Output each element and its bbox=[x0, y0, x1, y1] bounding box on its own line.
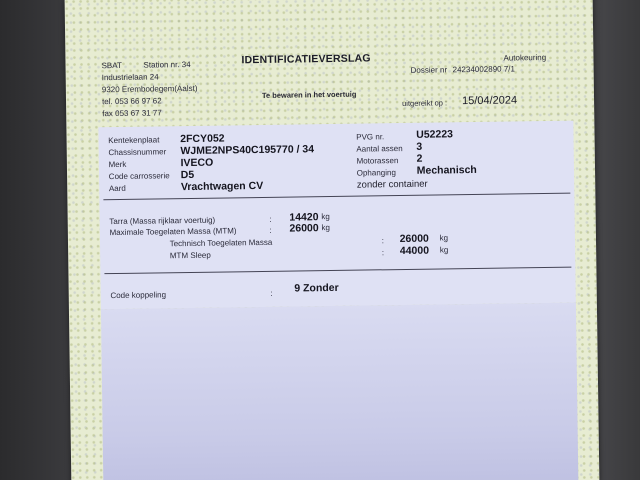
sleep-unit: kg bbox=[439, 245, 449, 255]
org-name: SBAT bbox=[101, 60, 122, 71]
dossier-label: Dossier nr bbox=[410, 65, 448, 75]
motorassen-value: 2 bbox=[416, 152, 423, 165]
fax-number: fax 053 67 31 77 bbox=[102, 108, 162, 119]
pvg-label: PVG nr. bbox=[356, 132, 385, 142]
section-divider-2 bbox=[104, 267, 571, 275]
mtm-colon: : bbox=[269, 225, 272, 235]
mtm-unit: kg bbox=[321, 223, 330, 233]
issued-label: uitgereikt op : bbox=[402, 98, 448, 109]
ttm-colon: : bbox=[381, 236, 384, 246]
ttm-unit: kg bbox=[439, 233, 449, 243]
data-panel bbox=[98, 121, 576, 310]
ophanging-value: Mechanisch bbox=[416, 163, 477, 177]
assen-label: Aantal assen bbox=[356, 144, 403, 154]
carrosserie-value: D5 bbox=[180, 168, 195, 182]
merk-label: Merk bbox=[108, 159, 127, 170]
tarra-value: 14420 bbox=[289, 211, 319, 224]
blank-panel bbox=[101, 303, 579, 480]
service-type: Autokeuring bbox=[503, 52, 547, 63]
address-city: 9320 Erembodegem(Aalst) bbox=[101, 83, 198, 95]
koppeling-colon: : bbox=[270, 288, 273, 298]
ttm-label: Technisch Toegelaten Massa bbox=[169, 237, 273, 249]
aard-label: Aard bbox=[108, 183, 126, 194]
mtm-label: Maximale Toegelaten Massa (MTM) bbox=[109, 226, 237, 238]
ttm-value: 26000 bbox=[399, 232, 429, 246]
background-left bbox=[0, 0, 75, 480]
koppeling-value: 9 Zonder bbox=[294, 281, 339, 295]
koppeling-label: Code koppeling bbox=[110, 290, 167, 301]
identification-document bbox=[65, 0, 600, 480]
sleep-value: 44000 bbox=[399, 244, 430, 258]
section-divider bbox=[103, 193, 570, 201]
kenteken-value: 2FCY052 bbox=[180, 132, 225, 146]
tarra-unit: kg bbox=[321, 212, 330, 222]
aard-value: Vrachtwagen CV bbox=[180, 179, 264, 194]
chassis-label: Chassisnummer bbox=[108, 147, 167, 158]
chassis-value: WJME2NPS40C195770 / 34 bbox=[180, 143, 315, 158]
address-street: Industrielaan 24 bbox=[101, 72, 159, 83]
container-value: zonder container bbox=[356, 178, 428, 191]
dossier-number: 24234002890 7/1 bbox=[452, 64, 515, 75]
carrosserie-label: Code carrosserie bbox=[108, 171, 170, 182]
station-number: Station nr. 34 bbox=[143, 59, 191, 70]
tarra-label: Tarra (Massa rijklaar voertuig) bbox=[109, 215, 216, 227]
document-title: IDENTIFICATIEVERSLAG bbox=[241, 52, 371, 67]
kenteken-label: Kentekenplaat bbox=[108, 135, 160, 146]
ophanging-label: Ophanging bbox=[356, 168, 396, 178]
merk-value: IVECO bbox=[180, 156, 214, 170]
phone-number: tel. 053 66 97 62 bbox=[101, 96, 162, 107]
pvg-value: U52223 bbox=[416, 128, 454, 141]
document-subtitle: Te bewaren in het voertuig bbox=[261, 89, 357, 100]
tarra-colon: : bbox=[269, 214, 272, 224]
sleep-label: MTM Sleep bbox=[169, 250, 211, 261]
issued-date: 15/04/2024 bbox=[461, 94, 518, 108]
mtm-value: 26000 bbox=[289, 222, 319, 235]
motorassen-label: Motorassen bbox=[356, 156, 399, 166]
sleep-colon: : bbox=[381, 248, 385, 258]
assen-value: 3 bbox=[416, 140, 423, 153]
